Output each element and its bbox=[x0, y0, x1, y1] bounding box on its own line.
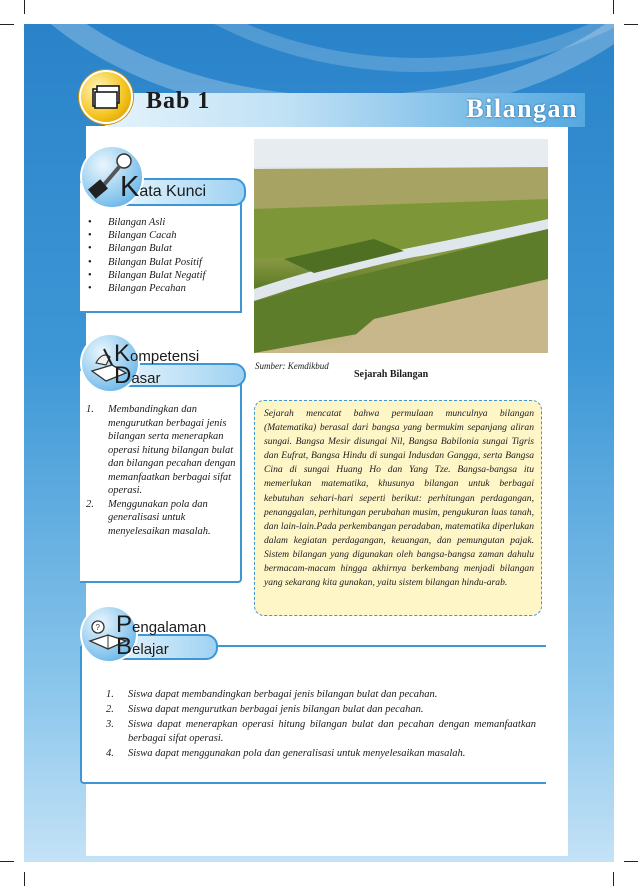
pengalaman-initial: P bbox=[116, 611, 133, 638]
chapter-number: Bab 1 bbox=[146, 88, 211, 114]
list-item: • Bilangan Bulat Negatif bbox=[86, 269, 205, 282]
list-text: Menggunakan pola dan generalisasi untuk menyelesaikan masalah. bbox=[108, 498, 211, 537]
list-item bbox=[106, 703, 536, 718]
list-item bbox=[86, 403, 236, 498]
pengalaman-belajar-list bbox=[106, 688, 536, 762]
list-item: • Bilangan Asli bbox=[86, 216, 205, 229]
pengalaman-belajar-top-border bbox=[214, 645, 546, 647]
crop-mark bbox=[624, 24, 638, 25]
chapter-title: Bilangan bbox=[466, 94, 578, 123]
dasar-title: asar bbox=[131, 370, 161, 387]
crop-mark bbox=[0, 861, 14, 862]
dasar-initial: D bbox=[114, 362, 132, 389]
list-item: • Bilangan Bulat bbox=[86, 242, 205, 255]
kompetensi-title: ompetensi bbox=[130, 348, 200, 365]
list-item: • Bilangan Pecahan bbox=[86, 282, 205, 295]
photo-source: Sumber: Kemdikbud bbox=[255, 361, 329, 371]
list-text: Siswa dapat menggunakan pola dan generalisasi untuk menyelesaikan masalah. bbox=[128, 748, 466, 760]
svg-text:?: ? bbox=[95, 623, 100, 632]
crop-mark bbox=[613, 872, 614, 886]
list-item bbox=[106, 747, 536, 762]
list-number: 2. bbox=[106, 703, 114, 715]
list-item: • Bilangan Bulat Positif bbox=[86, 256, 205, 269]
list-item bbox=[86, 498, 236, 539]
kompetensi-dasar-list bbox=[86, 403, 236, 538]
list-number: 4. bbox=[106, 748, 114, 760]
list-item: • Bilangan Cacah bbox=[86, 229, 205, 242]
list-text: Siswa dapat membandingkan berbagai jenis bilangan bulat dan pecahan. bbox=[128, 689, 438, 700]
kata-kunci-initial: K bbox=[120, 171, 140, 203]
list-text: Siswa dapat menerapkan operasi hitung bilangan bulat dan pecahan dengan memanfaatkan berbagai sifat operasi. bbox=[128, 718, 536, 745]
list-item bbox=[106, 688, 536, 703]
history-paragraph: Sejarah mencatat bahwa permulaan munculnya bilangan (Matematika) berasal dari bangsa yang bermukim sepanjang aliran sungai. Bangsa Mesir disungai Nil, Bangsa Babilonia sungai Tigris dan Eufrat, Bangsa Hindu di sungai Indusdan Gangga, serta Bangsa Cina di sungai Huang Ho dan Yang Tze. Bangsa-bangsa itu memerlukan matematika, khusunya bilangan untuk berbagai kebutuhan sehari-hari seperti berikut: perhitungan perdagangan, penanggalan, perhitungan perubahan musim, pengukuran luas tanah, dan lain-lain.Pada perkembangan peradaban, matematika diperlukan dalam kegiatan perdagangan, keuangan, dan pemungutan pajak. Sistem bilangan yang digunakan oleh bangsa-bangsa zaman dahulu bermacam-macam hingga akhirnya berkembang menjadi bilangan yang sekarang kita gunakan, yaitu sistem bilangan hindu-arab. bbox=[264, 408, 534, 589]
belajar-title: elajar bbox=[132, 641, 169, 658]
pengalaman-title: engalaman bbox=[132, 619, 207, 636]
crop-mark bbox=[624, 861, 638, 862]
kompetensi-initial: K bbox=[114, 340, 131, 367]
crop-mark bbox=[613, 0, 614, 14]
kompetensi-dasar-heading-line2 bbox=[114, 362, 161, 390]
pengalaman-belajar-heading-line2 bbox=[116, 633, 169, 661]
list-text: Siswa dapat mengurutkan berbagai jenis bilangan bulat dan pecahan. bbox=[128, 703, 424, 715]
list-item bbox=[106, 718, 536, 748]
list-number: 1. bbox=[86, 404, 94, 415]
belajar-initial: B bbox=[116, 633, 133, 660]
kata-kunci-list bbox=[86, 216, 205, 295]
folder-icon bbox=[79, 70, 133, 124]
river-valley-photo bbox=[254, 139, 548, 353]
kata-kunci-title: ata Kunci bbox=[139, 183, 207, 200]
list-number: 2. bbox=[86, 498, 94, 510]
crop-mark bbox=[24, 872, 25, 886]
crop-mark bbox=[24, 0, 25, 14]
photo-caption: Sejarah Bilangan bbox=[354, 369, 429, 380]
kata-kunci-heading bbox=[120, 171, 206, 204]
crop-mark bbox=[0, 24, 14, 25]
list-text: Membandingkan dan mengurutkan berbagai jenis bilangan serta menerapkan operasi hitung bilangan bulat dan bilangan pecahan dengan memanfaatkan berbagai sifat operasi. bbox=[108, 404, 236, 496]
list-number: 3. bbox=[106, 718, 114, 730]
list-number: 1. bbox=[106, 689, 114, 700]
